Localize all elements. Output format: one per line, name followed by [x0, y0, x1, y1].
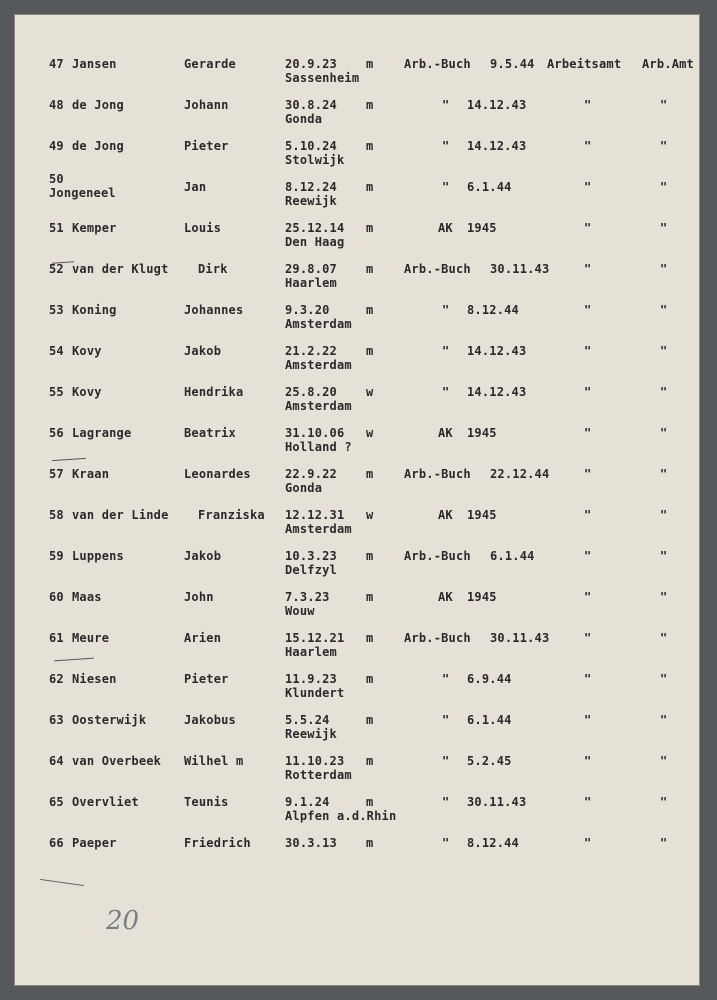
entry-number: 50: [49, 172, 64, 186]
table-row: [14, 139, 700, 175]
document-type: AK: [438, 508, 453, 522]
first-name: John: [184, 590, 214, 604]
document-type: AK: [438, 426, 453, 440]
entry-number: 54: [49, 344, 64, 358]
issuing-office: ": [584, 672, 592, 686]
entry-number: 64: [49, 754, 64, 768]
entry-number: 65: [49, 795, 64, 809]
table-row: [14, 836, 700, 872]
first-name: Franziska: [198, 508, 265, 522]
issuing-office: ": [584, 508, 592, 522]
table-row: [14, 262, 700, 298]
surname: Meure: [72, 631, 110, 645]
birth-place: Holland ?: [285, 440, 352, 454]
birth-place: Klundert: [285, 686, 345, 700]
birth-date: 11.10.23: [285, 754, 345, 768]
document-type: ": [442, 754, 450, 768]
document-type: ": [442, 672, 450, 686]
surname: van der Linde: [72, 508, 169, 522]
issuing-office-2: ": [660, 672, 668, 686]
entry-number: 47: [49, 57, 64, 71]
birth-date: 21.2.22: [285, 344, 337, 358]
sex: m: [366, 180, 374, 194]
birth-place: Reewijk: [285, 194, 337, 208]
issuing-office: ": [584, 303, 592, 317]
issuing-office-2: ": [660, 98, 668, 112]
entry-number: 58: [49, 508, 64, 522]
table-row: [14, 303, 700, 339]
document-type: Arb.-Buch: [404, 467, 471, 481]
issuing-office-2: ": [660, 385, 668, 399]
document-type: Arb.-Buch: [404, 262, 471, 276]
birth-place: Reewijk: [285, 727, 337, 741]
birth-date: 5.10.24: [285, 139, 337, 153]
surname: Jansen: [72, 57, 117, 71]
table-row: [14, 426, 700, 462]
table-row: [14, 467, 700, 503]
document-type: ": [442, 139, 450, 153]
birth-date: 11.9.23: [285, 672, 337, 686]
issuing-office: ": [584, 426, 592, 440]
issuing-office: ": [584, 795, 592, 809]
surname: Oosterwijk: [72, 713, 147, 727]
issuing-office-2: ": [660, 754, 668, 768]
first-name: Pieter: [184, 139, 229, 153]
document-type: ": [442, 180, 450, 194]
first-name: Jakobus: [184, 713, 236, 727]
sex: m: [366, 467, 374, 481]
entry-number: 49: [49, 139, 64, 153]
table-row: [14, 98, 700, 134]
first-name: Hendrika: [184, 385, 244, 399]
sex: m: [366, 754, 374, 768]
surname: de Jong: [72, 98, 124, 112]
surname: Lagrange: [72, 426, 132, 440]
document-type: ": [442, 713, 450, 727]
birth-place: Amsterdam: [285, 317, 352, 331]
sex: m: [366, 672, 374, 686]
handwritten-page-number: 20: [106, 906, 140, 936]
document-date: 22.12.44: [490, 467, 550, 481]
surname: Kovy: [72, 344, 102, 358]
issuing-office: ": [584, 631, 592, 645]
issuing-office-2: ": [660, 221, 668, 235]
table-row: [14, 344, 700, 380]
sex: m: [366, 303, 374, 317]
document-date: 1945: [467, 221, 497, 235]
document-type: AK: [438, 221, 453, 235]
birth-place: Amsterdam: [285, 399, 352, 413]
document-type: Arb.-Buch: [404, 57, 471, 71]
sex: m: [366, 98, 374, 112]
first-name: Dirk: [198, 262, 228, 276]
birth-place: Wouw: [285, 604, 315, 618]
birth-place: Gonda: [285, 481, 323, 495]
birth-date: 8.12.24: [285, 180, 337, 194]
document-date: 6.1.44: [467, 713, 512, 727]
sex: m: [366, 836, 374, 850]
issuing-office-2: ": [660, 303, 668, 317]
birth-place: Den Haag: [285, 235, 345, 249]
sex: m: [366, 344, 374, 358]
issuing-office-2: ": [660, 467, 668, 481]
document-date: 8.12.44: [467, 836, 519, 850]
surname: Kraan: [72, 467, 110, 481]
birth-place: Haarlem: [285, 276, 337, 290]
surname: Koning: [72, 303, 117, 317]
issuing-office: ": [584, 180, 592, 194]
issuing-office-2: ": [660, 549, 668, 563]
first-name: Johann: [184, 98, 229, 112]
sex: w: [366, 385, 374, 399]
first-name: Pieter: [184, 672, 229, 686]
document-date: 30.11.43: [467, 795, 527, 809]
birth-date: 12.12.31: [285, 508, 345, 522]
sex: m: [366, 139, 374, 153]
first-name: Beatrix: [184, 426, 236, 440]
first-name: Jan: [184, 180, 207, 194]
issuing-office: ": [584, 385, 592, 399]
table-row: [14, 754, 700, 790]
birth-place: Rotterdam: [285, 768, 352, 782]
table-row: [14, 57, 700, 93]
surname: Kovy: [72, 385, 102, 399]
issuing-office-2: ": [660, 836, 668, 850]
sex: m: [366, 549, 374, 563]
entry-number: 66: [49, 836, 64, 850]
sex: m: [366, 631, 374, 645]
table-row: [14, 508, 700, 544]
issuing-office: ": [584, 262, 592, 276]
surname: Paeper: [72, 836, 117, 850]
sex: m: [366, 221, 374, 235]
issuing-office-2: ": [660, 344, 668, 358]
birth-date: 29.8.07: [285, 262, 337, 276]
sex: m: [366, 57, 374, 71]
birth-place: Amsterdam: [285, 522, 352, 536]
first-name: Wilhel m: [184, 754, 244, 768]
birth-date: 5.5.24: [285, 713, 330, 727]
birth-date: 22.9.22: [285, 467, 337, 481]
entry-number: 53: [49, 303, 64, 317]
entry-number: 62: [49, 672, 64, 686]
document-date: 1945: [467, 590, 497, 604]
surname: Jongeneel: [49, 186, 116, 200]
issuing-office: ": [584, 590, 592, 604]
entry-number: 55: [49, 385, 64, 399]
table-row: [14, 795, 700, 831]
table-row: [14, 713, 700, 749]
table-row: [14, 549, 700, 585]
document-date: 14.12.43: [467, 98, 527, 112]
entry-number: 52: [49, 262, 64, 276]
document-date: 14.12.43: [467, 139, 527, 153]
entry-number: 51: [49, 221, 64, 235]
birth-date: 25.8.20: [285, 385, 337, 399]
issuing-office-2: ": [660, 262, 668, 276]
birth-place: Sassenheim: [285, 71, 360, 85]
sex: m: [366, 713, 374, 727]
issuing-office: ": [584, 221, 592, 235]
document-date: 8.12.44: [467, 303, 519, 317]
surname: Niesen: [72, 672, 117, 686]
issuing-office: ": [584, 836, 592, 850]
pencil-tick-mark: [40, 879, 84, 886]
table-row: [14, 672, 700, 708]
entry-number: 48: [49, 98, 64, 112]
first-name: Jakob: [184, 549, 222, 563]
document-type: ": [442, 795, 450, 809]
birth-place: Stolwijk: [285, 153, 345, 167]
birth-date: 30.8.24: [285, 98, 337, 112]
document-type: ": [442, 385, 450, 399]
document-date: 5.2.45: [467, 754, 512, 768]
document-type: ": [442, 344, 450, 358]
first-name: Louis: [184, 221, 222, 235]
surname: Overvliet: [72, 795, 139, 809]
surname: van der Klugt: [72, 262, 169, 276]
document-type: ": [442, 836, 450, 850]
entry-number: 61: [49, 631, 64, 645]
table-row: [14, 221, 700, 257]
birth-date: 30.3.13: [285, 836, 337, 850]
sex: m: [366, 262, 374, 276]
surname: van Overbeek: [72, 754, 162, 768]
issuing-office-2: ": [660, 426, 668, 440]
first-name: Leonardes: [184, 467, 251, 481]
entry-number: 56: [49, 426, 64, 440]
document-date: 30.11.43: [490, 631, 550, 645]
issuing-office: ": [584, 754, 592, 768]
birth-place: Delfzyl: [285, 563, 337, 577]
document-type: Arb.-Buch: [404, 549, 471, 563]
issuing-office-2: ": [660, 795, 668, 809]
first-name: Teunis: [184, 795, 229, 809]
birth-date: 31.10.06: [285, 426, 345, 440]
sex: m: [366, 590, 374, 604]
document-date: 14.12.43: [467, 344, 527, 358]
entry-number: 63: [49, 713, 64, 727]
issuing-office-2: ": [660, 508, 668, 522]
document-date: 6.1.44: [490, 549, 535, 563]
issuing-office-2: ": [660, 713, 668, 727]
issuing-office-2: ": [660, 180, 668, 194]
birth-date: 9.1.24: [285, 795, 330, 809]
document-page: [14, 14, 700, 986]
birth-place: Alpfen a.d.Rhin: [285, 809, 397, 823]
birth-place: Amsterdam: [285, 358, 352, 372]
issuing-office-2: Arb.Amt: [642, 57, 694, 71]
birth-place: Gonda: [285, 112, 323, 126]
birth-date: 15.12.21: [285, 631, 345, 645]
sex: w: [366, 426, 374, 440]
issuing-office: Arbeitsamt: [547, 57, 622, 71]
first-name: Johannes: [184, 303, 244, 317]
document-date: 1945: [467, 508, 497, 522]
document-type: AK: [438, 590, 453, 604]
surname: de Jong: [72, 139, 124, 153]
birth-date: 20.9.23: [285, 57, 337, 71]
first-name: Jakob: [184, 344, 222, 358]
entry-number: 57: [49, 467, 64, 481]
birth-date: 10.3.23: [285, 549, 337, 563]
sex: m: [366, 795, 374, 809]
issuing-office-2: ": [660, 139, 668, 153]
issuing-office-2: ": [660, 590, 668, 604]
entry-number: 59: [49, 549, 64, 563]
issuing-office: ": [584, 467, 592, 481]
entry-number: 60: [49, 590, 64, 604]
birth-date: 9.3.20: [285, 303, 330, 317]
surname: Luppens: [72, 549, 124, 563]
birth-date: 7.3.23: [285, 590, 330, 604]
document-date: 6.9.44: [467, 672, 512, 686]
first-name: Gerarde: [184, 57, 236, 71]
sex: w: [366, 508, 374, 522]
issuing-office: ": [584, 139, 592, 153]
issuing-office: ": [584, 98, 592, 112]
document-type: Arb.-Buch: [404, 631, 471, 645]
document-date: 1945: [467, 426, 497, 440]
table-row: [14, 590, 700, 626]
birth-place: Haarlem: [285, 645, 337, 659]
document-type: ": [442, 98, 450, 112]
birth-date: 25.12.14: [285, 221, 345, 235]
document-date: 30.11.43: [490, 262, 550, 276]
table-row: [14, 631, 700, 667]
table-row: [14, 172, 700, 216]
surname: Kemper: [72, 221, 117, 235]
document-date: 9.5.44: [490, 57, 535, 71]
issuing-office: ": [584, 344, 592, 358]
issuing-office-2: ": [660, 631, 668, 645]
first-name: Friedrich: [184, 836, 251, 850]
document-date: 14.12.43: [467, 385, 527, 399]
table-row: [14, 385, 700, 421]
document-type: ": [442, 303, 450, 317]
issuing-office: ": [584, 713, 592, 727]
issuing-office: ": [584, 549, 592, 563]
surname: Maas: [72, 590, 102, 604]
first-name: Arien: [184, 631, 222, 645]
document-date: 6.1.44: [467, 180, 512, 194]
